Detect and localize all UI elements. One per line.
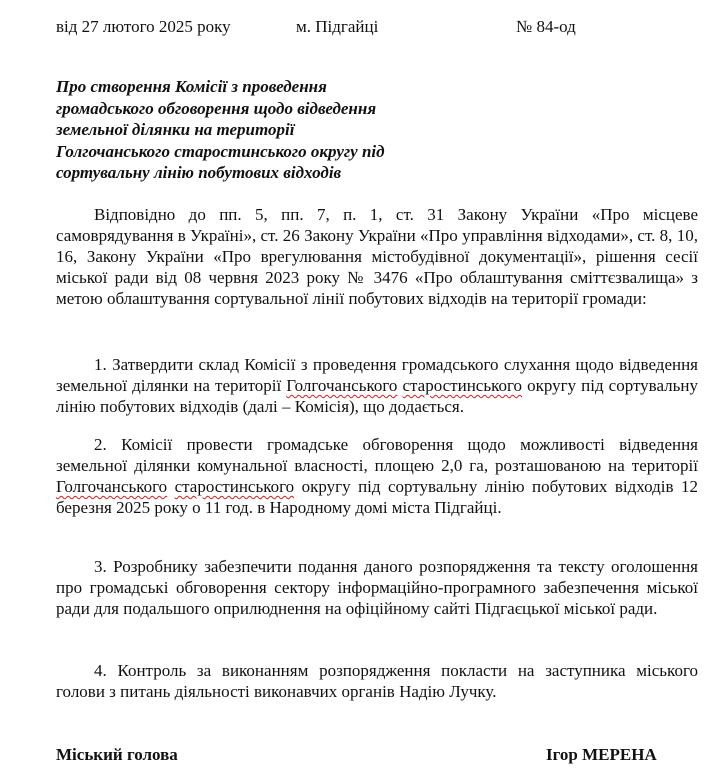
item-2-paragraph: [56, 434, 698, 518]
item-1-text: округу під сортувальну лінію побутових відходів (далі – Комісія), що додається.: [56, 376, 698, 416]
document-number: № 84-од: [516, 17, 576, 36]
item-3-paragraph: 3. Розробнику забезпечити подання даного розпорядження та тексту оголошення про громадські обговорення сектору інформаційно-програмного забезпечення міської ради для подальшого оприлюднення на офіційному сайті Підгаєцької міської ради.: [56, 557, 698, 618]
title-line: громадського обговорення щодо відведення: [56, 98, 377, 118]
item-2-text: округу під сортувальну лінію побутових відходів 12 березня 2025 року о 11 год. в Народному домі міста Підгайці.: [56, 477, 698, 517]
item-4-paragraph: 4. Контроль за виконанням розпорядження покласти на заступника міського голови з питань діяльності виконавчих органів Надію Лучку.: [56, 661, 698, 701]
item-2-text: 2. Комісії провести громадське обговорення щодо можливості відведення земельної ділянки комунальної власності, площею 2,0 га, розташованою на території: [56, 435, 698, 475]
item-2-space: [167, 477, 174, 496]
misspelled-word: старостинського: [174, 477, 295, 496]
misspelled-word: Голгочанського: [56, 477, 168, 496]
title-line: земельної ділянки на території: [56, 120, 295, 139]
misspelled-word: Голгочанського: [286, 376, 398, 395]
signature-role: Міський голова: [56, 745, 178, 764]
title-line: Про створення Комісії з проведення: [56, 77, 327, 96]
title-line: сортувальну лінію побутових відходів: [56, 163, 342, 182]
misspelled-word: старостинського: [402, 376, 523, 395]
signature-name: Ігор МЕРЕНА: [546, 745, 657, 764]
document-city: м. Підгайці: [296, 17, 379, 36]
document-date: від 27 лютого 2025 року: [56, 17, 231, 36]
item-1-text: 1. Затвердити склад Комісії з проведення громадського слухання щодо відведення земельної ділянки на території: [56, 355, 698, 395]
item-1-paragraph: [56, 354, 698, 417]
title-line: Голгочанського старостинського округу під: [56, 141, 385, 161]
document-header: [56, 16, 676, 38]
document-title: [56, 76, 456, 184]
preamble-paragraph: Відповідно до пп. 5, пп. 7, п. 1, ст. 31 Закону України «Про місцеве самоврядування в Україні», ст. 26 Закону України «Про управління відходами», ст. 8, 10, 16, Закону України «Про врегулювання містобудівної документації», рішення сесії міської ради від 08 червня 2023 року № 3476 «Про облаштування сміттєзвалища» з метою облаштування сортувальної лінії побутових відходів на території громади:: [56, 205, 698, 308]
